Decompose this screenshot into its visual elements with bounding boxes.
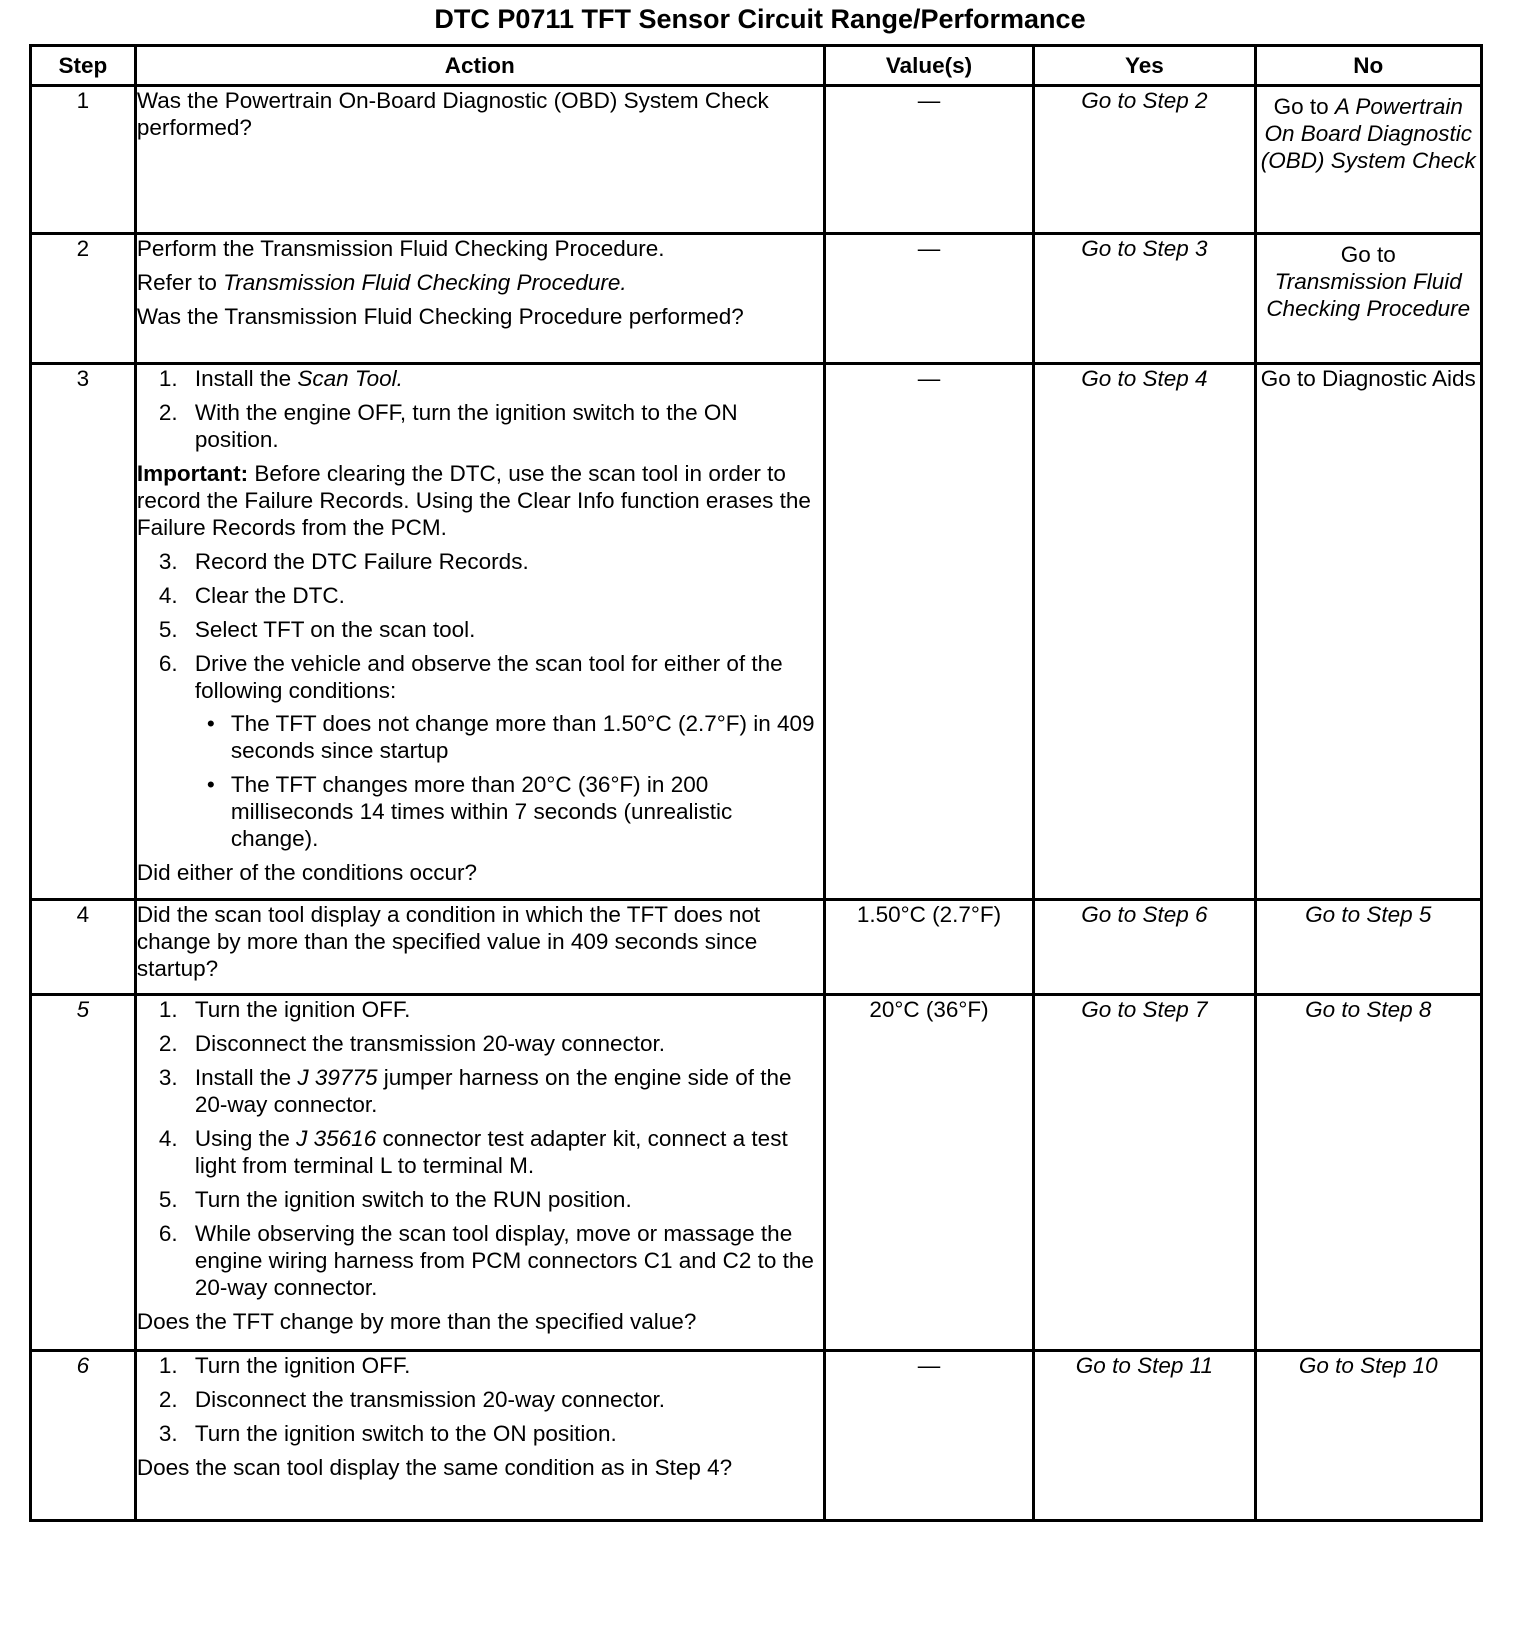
- list-item: [137, 399, 823, 453]
- list-number: 4.: [158, 583, 178, 608]
- yes-cell: Go to Step 6: [1034, 900, 1255, 995]
- list-number: 5.: [158, 1187, 178, 1212]
- yes-cell: Go to Step 3: [1034, 234, 1255, 364]
- list-number: 3.: [158, 1421, 178, 1446]
- table-header-row: [31, 46, 1482, 86]
- action-question: Does the scan tool display the same condition as in Step 4?: [136, 1455, 733, 1480]
- action-question: Was the Transmission Fluid Checking Procedure performed?: [136, 304, 744, 329]
- important-text: Before clearing the DTC, use the scan tool in order to record the Failure Records. Using the Clear Info function erases the Failure Records from the PCM.: [136, 461, 811, 540]
- list-item: [137, 616, 823, 643]
- page-title: DTC P0711 TFT Sensor Circuit Range/Performance: [434, 4, 1086, 34]
- yes-cell: Go to Step 2: [1034, 86, 1255, 234]
- action-cell: [135, 995, 824, 1351]
- action-cell: [135, 86, 824, 234]
- list-number: 2.: [158, 1387, 178, 1412]
- no-cell: Go to Step 8: [1255, 995, 1482, 1351]
- step-number: 1: [31, 86, 136, 234]
- bullet-item: [195, 771, 823, 852]
- list-item: [137, 996, 823, 1023]
- list-text: Using the: [194, 1126, 297, 1151]
- list-text: jumper harness on the engine side of the 20-way connector.: [194, 1065, 792, 1117]
- no-cell: [1255, 234, 1482, 364]
- step-number: 5: [31, 995, 136, 1351]
- list-text: Select TFT on the scan tool.: [194, 617, 476, 642]
- action-cell: [135, 234, 824, 364]
- value-cell: —: [824, 364, 1034, 900]
- no-cell: Go to Step 10: [1255, 1351, 1482, 1521]
- list-text: Turn the ignition switch to the ON position.: [194, 1421, 617, 1446]
- list-text: Install the: [194, 1065, 298, 1090]
- list-text: While observing the scan tool display, move or massage the engine wiring harness from PCM connectors C1 and C2 to the 20-way connector.: [194, 1221, 814, 1300]
- list-number: 3.: [158, 549, 178, 574]
- diagnostic-table: [29, 44, 1483, 1522]
- yes-cell: Go to Step 7: [1034, 995, 1255, 1351]
- list-text: Drive the vehicle and observe the scan tool for either of the following conditions:: [194, 651, 783, 703]
- list-number: 2.: [158, 1031, 178, 1056]
- list-item: [137, 365, 823, 392]
- no-prefix: Go to: [1273, 94, 1335, 119]
- table-row: [31, 234, 1482, 364]
- table-row: [31, 995, 1482, 1351]
- condition-list: [195, 710, 823, 852]
- action-cell: [135, 364, 824, 900]
- procedure-reference: Transmission Fluid Checking Procedure.: [223, 270, 627, 295]
- refer-prefix: Refer to: [136, 270, 224, 295]
- bullet-icon: •: [206, 772, 215, 797]
- tool-reference: J 39775: [297, 1065, 378, 1090]
- no-reference: Transmission Fluid Checking Procedure: [1266, 269, 1471, 321]
- list-text: Record the DTC Failure Records.: [194, 549, 529, 574]
- list-item: [137, 1186, 823, 1213]
- step-number: 4: [31, 900, 136, 995]
- action-question: Was the Powertrain On-Board Diagnostic (OBD) System Check performed?: [136, 88, 769, 140]
- list-item: [137, 1386, 823, 1413]
- no-cell: Go to Diagnostic Aids: [1255, 364, 1482, 900]
- procedure-list: [137, 1352, 823, 1447]
- action-question: Did the scan tool display a condition in which the TFT does not change by more than the specified value in 409 seconds since startup?: [136, 902, 761, 981]
- list-text: Disconnect the transmission 20-way connector.: [194, 1031, 666, 1056]
- list-item: [137, 1064, 823, 1118]
- list-number: 1.: [158, 366, 178, 391]
- list-item: [137, 548, 823, 575]
- procedure-list: [137, 548, 823, 852]
- important-note: [137, 460, 823, 541]
- list-text: connector test adapter kit, connect a test light from terminal L to terminal M.: [194, 1126, 788, 1178]
- list-number: 1.: [158, 1353, 178, 1378]
- list-number: 4.: [158, 1126, 178, 1151]
- value-cell: 1.50°C (2.7°F): [824, 900, 1034, 995]
- value-cell: —: [824, 86, 1034, 234]
- no-reference: A Powertrain On Board Diagnostic (OBD) System Check: [1260, 94, 1476, 173]
- list-item: [137, 1030, 823, 1057]
- important-label: Important:: [136, 461, 249, 486]
- header-no: No: [1255, 46, 1482, 86]
- list-text: Turn the ignition OFF.: [194, 997, 411, 1022]
- procedure-list: [137, 996, 823, 1301]
- list-item: [137, 1220, 823, 1301]
- list-number: 6.: [158, 1221, 178, 1246]
- list-number: 2.: [158, 400, 178, 425]
- bullet-text: The TFT does not change more than 1.50°C (2.7°F) in 409 seconds since startup: [230, 711, 815, 763]
- yes-cell: Go to Step 4: [1034, 364, 1255, 900]
- list-item: [137, 1420, 823, 1447]
- table-row: [31, 364, 1482, 900]
- list-item: [137, 582, 823, 609]
- header-step: Step: [31, 46, 136, 86]
- procedure-list: [137, 365, 823, 453]
- table-row: [31, 1351, 1482, 1521]
- action-question: Did either of the conditions occur?: [136, 860, 478, 885]
- list-text: Disconnect the transmission 20-way connector.: [194, 1387, 666, 1412]
- yes-cell: Go to Step 11: [1034, 1351, 1255, 1521]
- bullet-item: [195, 710, 823, 764]
- list-number: 1.: [158, 997, 178, 1022]
- header-action: Action: [135, 46, 824, 86]
- no-cell: [1255, 86, 1482, 234]
- list-number: 6.: [158, 651, 178, 676]
- step-number: 6: [31, 1351, 136, 1521]
- list-text: Turn the ignition OFF.: [194, 1353, 411, 1378]
- list-item: [137, 1352, 823, 1379]
- action-text: Perform the Transmission Fluid Checking Procedure.: [136, 236, 665, 261]
- tool-reference: Scan Tool.: [297, 366, 403, 391]
- action-text: [137, 269, 823, 296]
- list-text: Install the: [194, 366, 298, 391]
- list-number: 5.: [158, 617, 178, 642]
- bullet-text: The TFT changes more than 20°C (36°F) in 200 milliseconds 14 times within 7 seconds (unrealistic change).: [230, 772, 733, 851]
- value-cell: —: [824, 1351, 1034, 1521]
- list-item: [137, 1125, 823, 1179]
- list-text: Clear the DTC.: [194, 583, 345, 608]
- value-cell: 20°C (36°F): [824, 995, 1034, 1351]
- header-values: Value(s): [824, 46, 1034, 86]
- bullet-icon: •: [206, 711, 215, 736]
- action-cell: [135, 1351, 824, 1521]
- value-cell: —: [824, 234, 1034, 364]
- step-number: 3: [31, 364, 136, 900]
- no-cell: Go to Step 5: [1255, 900, 1482, 995]
- action-cell: [135, 900, 824, 995]
- list-number: 3.: [158, 1065, 178, 1090]
- no-prefix: Go to: [1340, 242, 1396, 267]
- step-number: 2: [31, 234, 136, 364]
- tool-reference: J 35616: [296, 1126, 377, 1151]
- list-item: [137, 650, 823, 852]
- list-text: With the engine OFF, turn the ignition switch to the ON position.: [194, 400, 738, 452]
- action-question: Does the TFT change by more than the specified value?: [136, 1309, 697, 1334]
- list-text: Turn the ignition switch to the RUN position.: [194, 1187, 632, 1212]
- table-row: [31, 86, 1482, 234]
- table-row: [31, 900, 1482, 995]
- header-yes: Yes: [1034, 46, 1255, 86]
